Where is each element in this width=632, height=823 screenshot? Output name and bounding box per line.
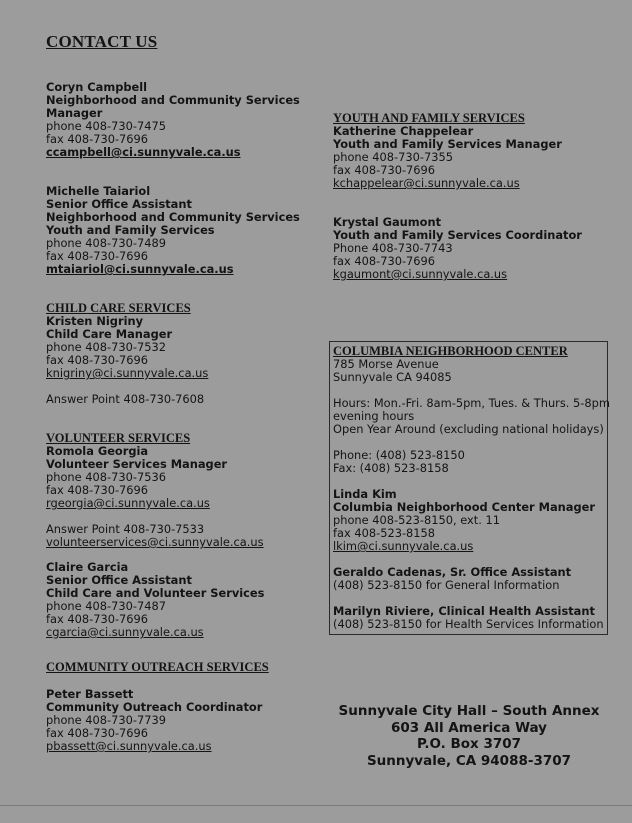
contact-name: Coryn Campbell [46, 80, 148, 94]
contact-name: Geraldo Cadenas, Sr. Office Assistant [333, 565, 572, 579]
address-line: 603 All America Way [391, 719, 547, 736]
contact-info: (408) 523-8150 for Health Services Information [333, 617, 604, 631]
page-title: CONTACT US [46, 32, 158, 51]
address-line: 785 Morse Avenue [333, 357, 439, 371]
contact-fax: fax 408-523-8158 [333, 526, 436, 540]
contact-email-link[interactable]: kgaumont@ci.sunnyvale.ca.us [333, 267, 508, 281]
section-heading: COLUMBIA NEIGHBORHOOD CENTER [333, 344, 568, 358]
address-line: Sunnyvale CA 94085 [333, 370, 452, 384]
contact-email-link[interactable]: pbassett@ci.sunnyvale.ca.us [46, 739, 212, 753]
contact-name: Michelle Taiariol [46, 184, 151, 198]
contact-phone: phone 408-730-7489 [46, 236, 166, 250]
contact-michelle-taiariol [46, 185, 300, 276]
contact-email-link[interactable]: cgarcia@ci.sunnyvale.ca.us [46, 625, 204, 639]
contact-name: Peter Bassett [46, 687, 134, 701]
contact-email-link[interactable]: volunteerservices@ci.sunnyvale.ca.us [46, 535, 264, 549]
contact-title: Child Care and Volunteer Services [46, 586, 265, 600]
contact-email-link[interactable]: lkim@ci.sunnyvale.ca.us [333, 539, 474, 553]
contact-fax: fax 408-730-7696 [46, 726, 149, 740]
answer-point: Answer Point 408-730-7608 [46, 392, 205, 406]
contact-phone: phone 408-730-7739 [46, 713, 166, 727]
section-heading: COMMUNITY OUTREACH SERVICES [46, 660, 269, 674]
address-line: P.O. Box 3707 [416, 736, 522, 752]
contact-title: Volunteer Services Manager [46, 457, 228, 471]
contact-name: Krystal Gaumont [333, 215, 442, 229]
city-hall-address [338, 703, 600, 769]
contact-fax: fax 408-730-7696 [46, 483, 149, 497]
section-child-care [46, 301, 208, 406]
contact-fax: fax 408-730-7696 [46, 249, 149, 263]
section-volunteer [46, 431, 264, 549]
contact-claire-garcia [46, 561, 264, 639]
contact-phone: phone 408-730-7487 [46, 599, 166, 613]
center-fax: Fax: (408) 523-8158 [333, 461, 449, 475]
contact-fax: fax 408-730-7696 [46, 353, 149, 367]
contact-fax: fax 408-730-7696 [333, 254, 436, 268]
contact-title: Manager [46, 106, 103, 120]
section-heading: YOUTH AND FAMILY SERVICES [333, 111, 525, 125]
contact-email-link[interactable]: ccampbell@ci.sunnyvale.ca.us [46, 145, 241, 159]
contact-name: Kristen Nigriny [46, 314, 144, 328]
contact-phone: phone 408-730-7532 [46, 340, 166, 354]
contact-fax: fax 408-730-7696 [46, 132, 149, 146]
contact-name: Katherine Chappelear [333, 124, 474, 138]
section-community-outreach [46, 660, 269, 753]
section-columbia-center [333, 344, 610, 631]
contact-email-link[interactable]: rgeorgia@ci.sunnyvale.ca.us [46, 496, 210, 510]
contact-title: Youth and Family Services [46, 223, 215, 237]
contact-title: Senior Office Assistant [46, 197, 192, 211]
center-phone: Phone: (408) 523-8150 [333, 448, 465, 462]
hours-line: Open Year Around (excluding national holidays) [333, 422, 604, 436]
contact-email-link[interactable]: mtaiariol@ci.sunnyvale.ca.us [46, 262, 234, 276]
contact-email-link[interactable]: knigriny@ci.sunnyvale.ca.us [46, 366, 209, 380]
contact-title: Child Care Manager [46, 327, 173, 341]
contact-name: Marilyn Riviere, Clinical Health Assistant [333, 604, 595, 618]
hours-line: evening hours [333, 409, 415, 423]
contact-phone: phone 408-730-7475 [46, 119, 166, 133]
contact-krystal-gaumont [333, 216, 582, 281]
contact-coryn-campbell [46, 81, 300, 159]
contact-title: Columbia Neighborhood Center Manager [333, 500, 595, 514]
section-heading: CHILD CARE SERVICES [46, 301, 191, 315]
contact-name: Romola Georgia [46, 444, 149, 458]
contact-name: Linda Kim [333, 487, 397, 501]
contact-title: Neighborhood and Community Services [46, 210, 300, 224]
address-line: Sunnyvale City Hall – South Annex [338, 703, 600, 719]
address-line: Sunnyvale, CA 94088-3707 [366, 752, 572, 769]
section-heading: VOLUNTEER SERVICES [46, 431, 191, 445]
contact-title: Senior Office Assistant [46, 573, 192, 587]
contact-phone: phone 408-523-8150, ext. 11 [333, 513, 500, 527]
contact-title: Youth and Family Services Coordinator [333, 228, 582, 242]
contact-info: (408) 523-8150 for General Information [333, 578, 560, 592]
contact-fax: fax 408-730-7696 [46, 612, 149, 626]
contact-name: Claire Garcia [46, 560, 129, 574]
contact-email-link[interactable]: kchappelear@ci.sunnyvale.ca.us [333, 176, 520, 190]
page-bottom-edge [0, 805, 632, 806]
contact-title: Neighborhood and Community Services [46, 93, 300, 107]
contact-phone: phone 408-730-7355 [333, 150, 453, 164]
contact-phone: Phone 408-730-7743 [333, 241, 453, 255]
contact-title: Youth and Family Services Manager [333, 137, 562, 151]
contact-phone: phone 408-730-7536 [46, 470, 166, 484]
contact-fax: fax 408-730-7696 [333, 163, 436, 177]
hours-line: Hours: Mon.-Fri. 8am-5pm, Tues. & Thurs. 5-8pm [333, 396, 610, 410]
contact-title: Community Outreach Coordinator [46, 700, 263, 714]
answer-point: Answer Point 408-730-7533 [46, 522, 205, 536]
section-youth-family [333, 111, 562, 190]
